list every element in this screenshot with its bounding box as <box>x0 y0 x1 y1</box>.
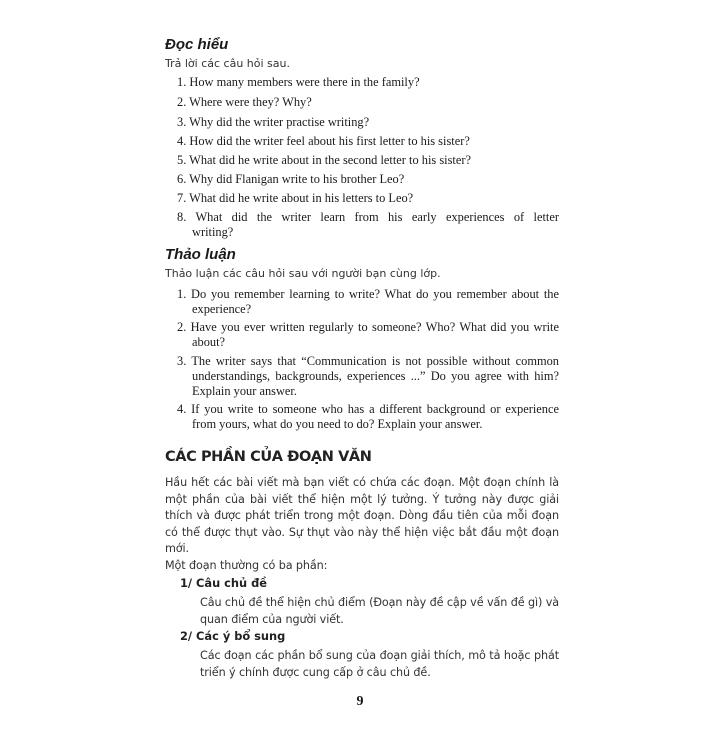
part-title: 1/ Câu chủ đề <box>180 575 267 590</box>
section-heading: CÁC PHẦN CỦA ĐOẠN VĂN <box>165 449 372 465</box>
part-text: Các đoạn các phần bổ sung của đoạn giải thích, mô tả hoặc phát triển ý chính được cung cấp ở câu chủ đề. <box>200 648 559 679</box>
reading-question: 2. Where were they? Why? <box>177 95 312 109</box>
discussion-question: 4. If you write to someone who has a different background or experience from yours, what do you need to do? Explain your answer. <box>177 402 559 431</box>
reading-question: 4. How did the writer feel about his first letter to his sister? <box>177 134 470 148</box>
discussion-question: 3. The writer says that “Communication is not possible without common understandings, backgrounds, experiences ...” Do you agree with him? Explain your answer. <box>177 354 559 398</box>
reading-question: 8. What did the writer learn from his early experiences of letter writing? <box>177 210 559 239</box>
reading-question: 3. Why did the writer practise writing? <box>177 115 370 129</box>
page-content <box>165 0 559 731</box>
section-paragraph: Hầu hết các bài viết mà bạn viết có chứa các đoạn. Một đoạn chính là một phần của bài viết thể hiện một lý tưởng. Ý tưởng này được giải thích và được phát triển trong một đoạn. Dòng đầu tiên của mỗi đoạn có thể được thụt vào. Sự thụt vào này thể hiện việc bắt đầu một đoạn mới. <box>165 476 559 556</box>
reading-question: 6. Why did Flanigan write to his brother Leo? <box>177 172 405 186</box>
reading-instruction: Trả lời các câu hỏi sau. <box>165 57 290 70</box>
discussion-instruction: Thảo luận các câu hỏi sau với người bạn cùng lớp. <box>165 267 441 280</box>
part-title: 2/ Các ý bổ sung <box>180 628 286 643</box>
reading-question: 7. What did he write about in his letters to Leo? <box>177 191 414 205</box>
reading-question: 5. What did he write about in the second letter to his sister? <box>177 153 471 167</box>
part-text: Câu chủ đề thể hiện chủ điểm (Đoạn này đề cập về vấn đề gì) và quan điểm của người viết. <box>200 595 559 626</box>
page-number: 9 <box>356 693 364 709</box>
discussion-question: 2. Have you ever written regularly to someone? Who? What did you write about? <box>177 320 559 349</box>
reading-heading: Đọc hiểu <box>165 36 229 53</box>
reading-question: 1. How many members were there in the family? <box>177 75 420 89</box>
discussion-question: 1. Do you remember learning to write? What do you remember about the experience? <box>177 287 559 316</box>
discussion-heading: Thảo luận <box>165 246 236 263</box>
section-intro: Một đoạn thường có ba phần: <box>165 558 328 572</box>
